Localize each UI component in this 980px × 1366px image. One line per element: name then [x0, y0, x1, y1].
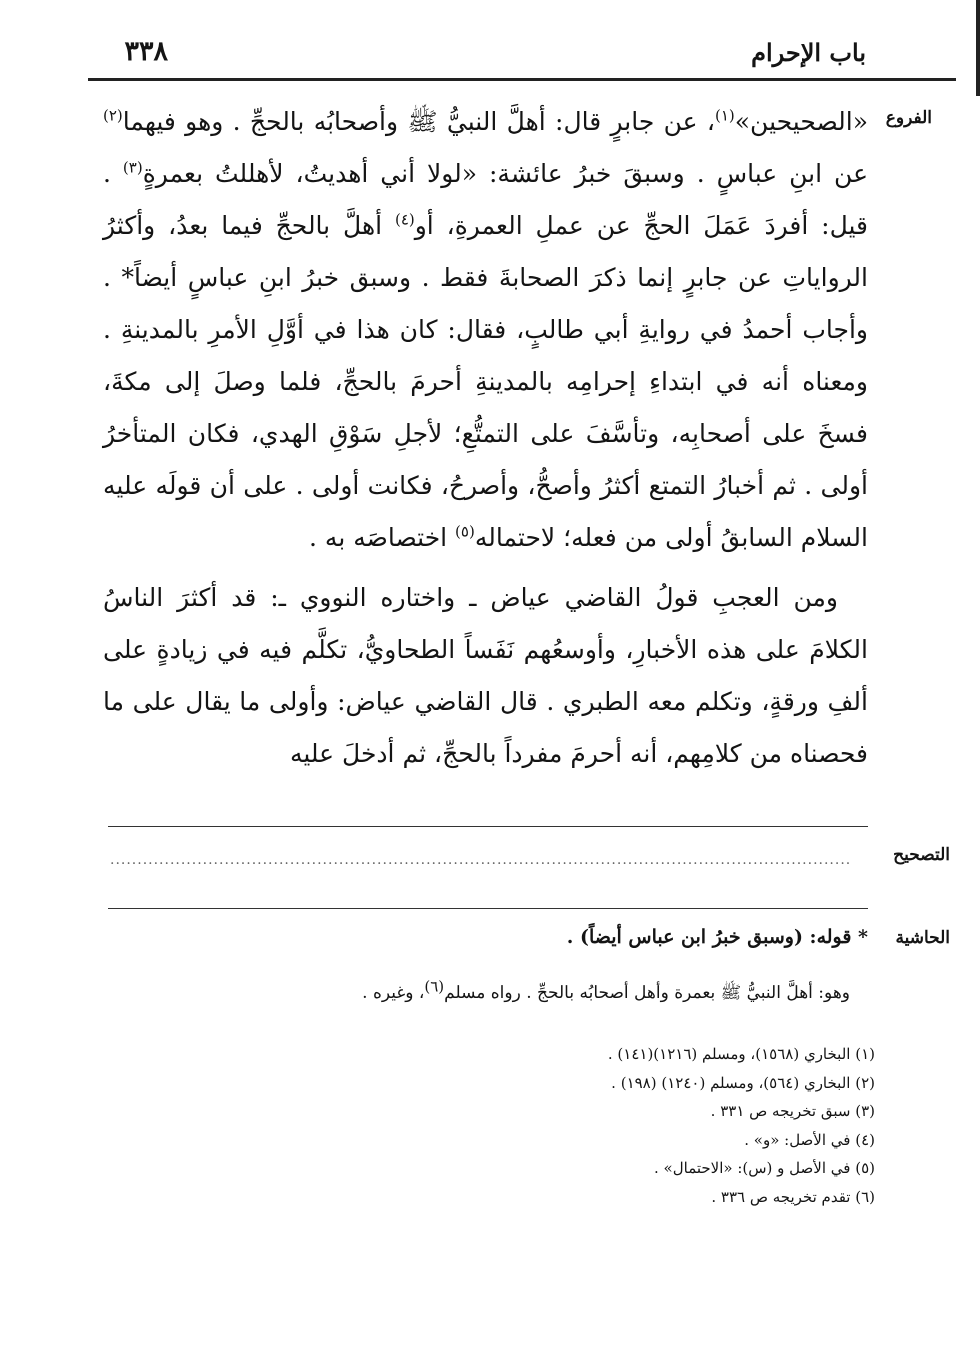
- footnote-item: (٣) سبق تخريجه ص ٣٣١ .: [710, 1102, 875, 1120]
- footnotes-list: [455, 1040, 875, 1211]
- text-run: ، وغيره .: [362, 983, 425, 1003]
- header-divider: [88, 78, 956, 81]
- footnote-item: (٤) في الأصل: «و» .: [744, 1130, 875, 1149]
- section-label-hashiya: الحاشية: [895, 928, 950, 948]
- text-run: عن ابنِ عباسٍ . وسبقَ خبرُ عائشة: «لولا أني أهديتُ، لأهللتُ بعمرةٍ: [142, 159, 868, 188]
- footnote-ref: (٢): [103, 106, 123, 125]
- footnote-ref: (٤): [394, 210, 415, 229]
- text-run: . قيل: أفردَ عَمَلَ الحجِّ عن عملِ العمرةِ، أو: [103, 159, 868, 240]
- hashiya-heading: * قوله: (وسبق خبرُ ابن عباس أيضاً) .: [566, 926, 868, 948]
- text-run: ، عن جابرٍ قال: أهلَّ النبيُّ ﷺ وأصحابُه بالحجِّ . وهو فيهما: [122, 107, 715, 136]
- footnote-ref: (٥): [455, 522, 475, 541]
- page-spine-edge: [976, 0, 980, 96]
- text-run: وهو: أهلَّ النبيُّ ﷺ بعمرة وأهل أصحابُه بالحجِّ . رواه مسلم: [444, 983, 850, 1003]
- main-paragraph-1: [103, 96, 868, 564]
- divider-line: [108, 908, 868, 909]
- main-text: [103, 96, 868, 780]
- footnote-ref: (٦): [424, 977, 445, 996]
- footnote-item: (٢) البخاري (٥٦٤)، ومسلم (١٢٤٠) (١٩٨) .: [611, 1073, 875, 1092]
- text-run: أهلَّ بالحجِّ فيما بعدُ، وأكثرُ الرواياتِ عن جابرٍ إنما ذكرَ الصحابةَ فقط . وسبق خبرُ ابنِ عباسٍ أيضاً* . وأجاب أحمدُ في روايةِ أبي طالبٍ، فقال: كان هذا في أوَّلِ الأمرِ بالمدينةِ . ومعناه أنه في ابتداءِ إحرامِه بالمدينةِ أحرمَ بالحجِّ، فلما وصلَ إلى مكةَ، فسخَ على أصحابِه، وتأسَّفَ على التمتُّعِ؛ لأجلِ سَوْقِ الهدي، فكان المتأخرُ أولى . ثم أخبارُ التمتع أكثرُ وأصحُّ، وأصرحُ، فكانت أولى . على أن قولَه عليه السلام السابقُ أولى من فعله؛ لاحتماله: [103, 211, 868, 552]
- chapter-title: باب الإحرام: [751, 38, 866, 67]
- footnote-item: (٥) في الأصل و (س): «الاحتمال» .: [654, 1159, 875, 1177]
- section-label-tashih: التصحيح: [893, 845, 950, 865]
- section-label-furu: الفروع: [885, 108, 932, 128]
- footnote-item: (١) البخاري (١٥٦٨)، ومسلم (١٢١٦)(١٤١) .: [607, 1045, 875, 1063]
- footnote-ref: (١): [714, 106, 735, 125]
- text-run: «الصحيحين»: [734, 107, 868, 136]
- main-paragraph-2: ومن العجبِ قولُ القاضي عياض ـ واختاره النووي ـ: قد أكثرَ الناسُ الكلامَ على هذه الأخبارِ، وأوسعُهم نَفَساً الطحاويُّ، تكلَّم فيه في زيادةٍ على ألفِ ورقةٍ، وتكلم معه الطبري . قال القاضي عياض: وأولى ما يقال على ما فحصناه من كلامِهم، أنه أحرمَ مفرداً بالحجِّ، ثم أدخلَ عليه: [103, 583, 868, 768]
- tashih-dotted-line: ........................................................................................................................................: [110, 852, 852, 868]
- text-run: اختصاصَه به .: [309, 523, 456, 552]
- footnote-item: (٦) تقدم تخريجه ص ٣٣٦ .: [711, 1187, 875, 1206]
- page-number: ٣٣٨: [124, 36, 168, 67]
- hashiya-text: [85, 977, 850, 1007]
- footnote-ref: (٣): [122, 158, 143, 177]
- divider-line: [108, 826, 868, 827]
